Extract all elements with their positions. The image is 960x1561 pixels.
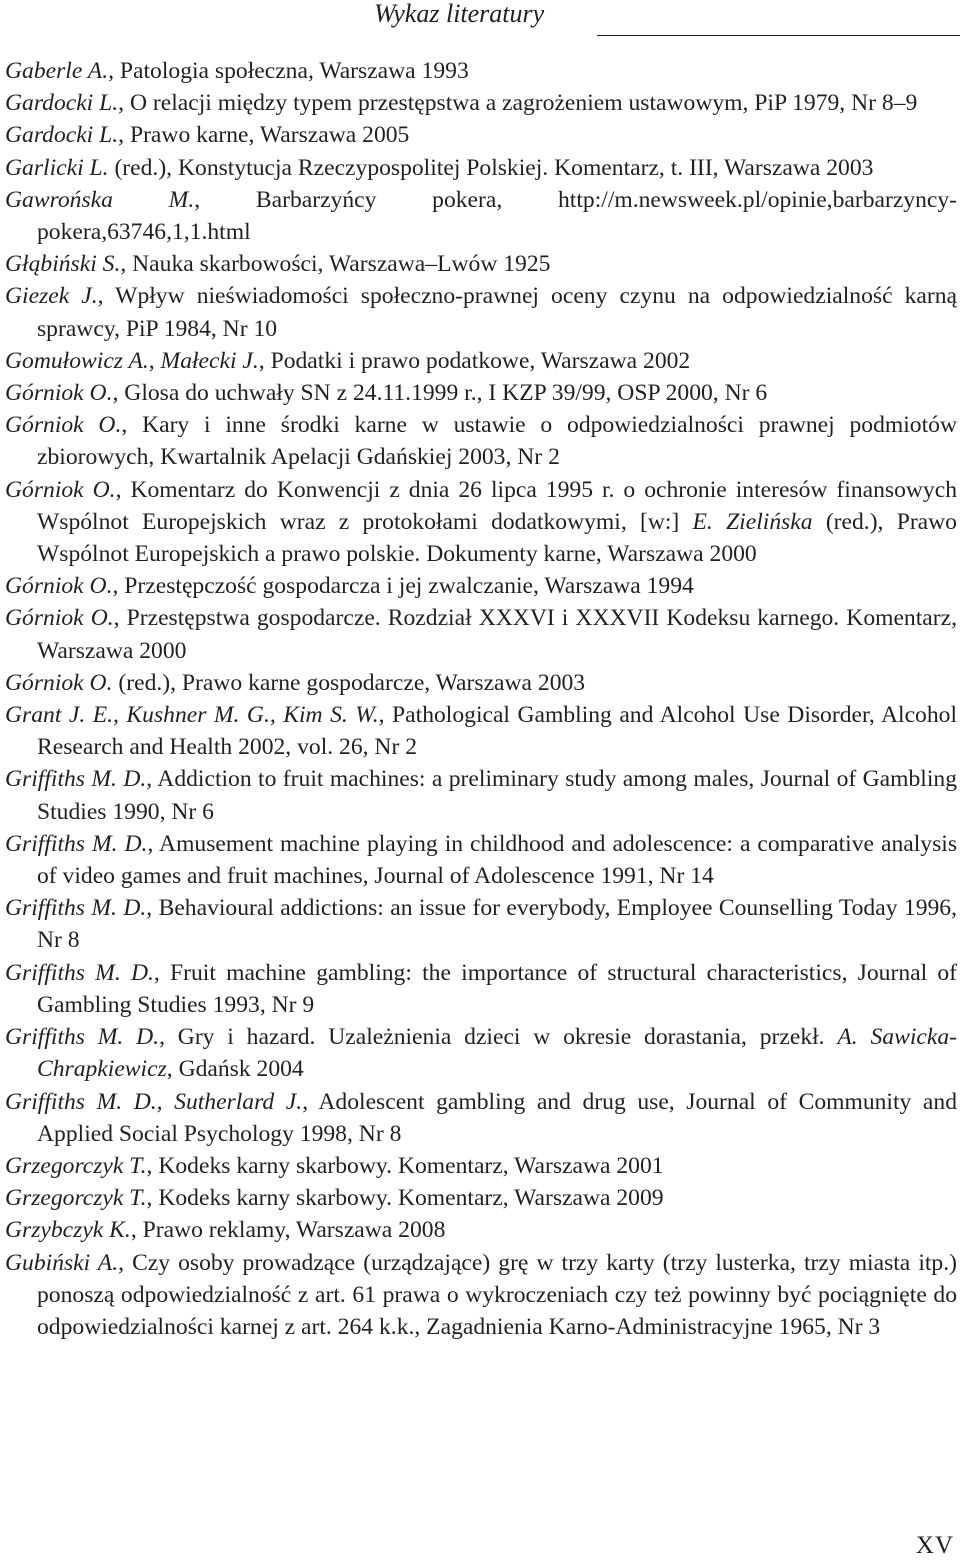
entry-text: , Prawo reklamy, Warszawa 2008 [130,1217,446,1244]
entry-author: Griffiths M. D. [5,959,154,986]
section-title: Wykaz literatury [374,0,545,28]
entry-author: Garlicki L. [5,154,109,181]
running-header [0,0,960,40]
entry-text: , Amusement machine playing in childhood and adolescence: a comparative analysis of video games and fruit machines, Journal of Adolescence 1991, Nr 14 [37,830,958,890]
entry-author: Gubiński A. [5,1249,119,1276]
entry-author: Grzegorczyk T. [5,1185,147,1212]
bibliography-entry [5,377,957,409]
bibliography-entry [5,152,957,184]
bibliography-entry [5,184,957,248]
entry-author: Górniok O. [5,573,113,600]
entry-author: Gaberle A. [5,58,109,84]
bibliography-entry [5,570,957,602]
entry-author: Griffiths M. D. [5,766,147,793]
entry-author: Griffiths M. D. [5,895,147,922]
bibliography-entry [5,119,957,151]
entry-author: Gomułowicz A., Małecki J. [5,347,259,374]
bibliography-entry [5,1150,957,1182]
page-number: XV [915,1532,954,1559]
bibliography-entry [5,602,957,666]
entry-text: (red.), Konstytucja Rzeczypospolitej Polskiej. Komentarz, t. III, Warszawa 2003 [108,154,874,181]
entry-author: Griffiths M. D. [5,830,148,857]
bibliography-entry [5,1182,957,1214]
entry-author: Grant J. E., Kushner M. G., Kim S. W. [5,702,379,729]
entry-author: Górniok O. [5,476,116,503]
bibliography-entry [5,828,957,892]
entry-text: , O relacji między typem przestępstwa a zagrożeniem ustawowym, PiP 1979, Nr 8–9 [118,90,918,117]
entry-text: , Komentarz do Konwencji z dnia 26 lipca 1995 r. o ochronie interesów finansowych Wspólnot Europejskich wraz z protokołami dodatkowymi, [w:] [37,476,957,535]
bibliography-entry [5,667,957,699]
entry-author: Gardocki L. [5,122,119,149]
bibliography-entry [5,1021,957,1085]
entry-text: , Kary i inne środki karne w ustawie o odpowiedzialności prawnej podmiotów zbiorowych, Kwartalnik Apelacji Gdańskiej 2003, Nr 2 [37,412,957,471]
entry-author: Gardocki L. [5,90,119,117]
entry-text: , Kodeks karny skarbowy. Komentarz, Warszawa 2001 [146,1152,664,1179]
bibliography-entry [5,1214,957,1246]
entry-author: Górniok O. [5,412,122,439]
entry-text: , Podatki i prawo podatkowe, Warszawa 2002 [258,347,691,374]
entry-author: Grzegorczyk T. [5,1152,147,1179]
entry-text: , Fruit machine gambling: the importance of structural characteristics, Journal of Gambling Studies 1993, Nr 9 [37,959,958,1018]
entry-text: , Adolescent gambling and drug use, Journal of Community and Applied Social Psychology 1998, Nr 8 [37,1088,957,1147]
bibliography-entry [5,409,957,473]
bibliography-entry [5,248,957,280]
entry-author: Griffiths M. D., Sutherlard J. [5,1088,303,1115]
entry-text: , Patologia społeczna, Warszawa 1993 [108,58,469,84]
entry-text: (red.), Prawo karne gospodarcze, Warszawa 2003 [112,669,586,696]
entry-author: Grzybczyk K. [5,1217,131,1244]
bibliography-entry [5,87,957,119]
entry-text: , Nauka skarbowości, Warszawa–Lwów 1925 [120,251,551,278]
header-rule [597,35,960,36]
bibliography-entry [5,474,957,571]
entry-text-continued: , Gdańsk 2004 [166,1056,304,1083]
entry-text: , Przestępstwa gospodarcze. Rozdział XXXVI i XXXVII Kodeksu karnego. Komentarz, Warszawa 2000 [37,605,957,664]
entry-text: , Prawo karne, Warszawa 2005 [118,122,410,149]
entry-author: Głąbiński S. [5,251,121,278]
bibliography-entry [5,345,957,377]
entry-author: Górniok O. [5,669,113,696]
entry-text: , Przestępczość gospodarcza i jej zwalczanie, Warszawa 1994 [112,573,694,600]
entry-text: , Gry i hazard. Uzależnienia dzieci w okresie dorastania, przekł. [159,1024,838,1051]
entry-text: , Kodeks karny skarbowy. Komentarz, Warszawa 2009 [146,1185,664,1212]
entry-text: , Wpływ nieświadomości społeczno-prawnej oceny czynu na odpowiedzialność karną sprawcy, PiP 1984, Nr 10 [37,283,957,342]
bibliography-entry [5,699,957,763]
entry-author: Górniok O. [5,380,113,407]
entry-text: , Behavioural addictions: an issue for everybody, Employee Counselling Today 1996, Nr 8 [37,895,957,954]
entry-translator: A. Sawicka-Chrapkiewicz [37,1024,957,1083]
entry-text: , Glosa do uchwały SN z 24.11.1999 r., I KZP 39/99, OSP 2000, Nr 6 [112,380,768,407]
entry-text: , Pathological Gambling and Alcohol Use Disorder, Alcohol Research and Health 2002, vol. 26, Nr 2 [37,702,957,761]
entry-editor: E. Zielińska [692,508,813,535]
bibliography-entry [5,280,957,344]
entry-author: Griffiths M. D. [5,1024,160,1051]
entry-author: Giezek J. [5,283,98,310]
bibliography-entry [5,763,957,827]
bibliography-list [5,55,957,1343]
entry-text-continued: (red.), Prawo Wspólnot Europejskich a prawo polskie. Dokumenty karne, Warszawa 2000 [37,508,957,568]
entry-text: , Czy osoby prowadzące (urządzające) grę w trzy karty (trzy lusterka, trzy miasta itp.) ponoszą odpowiedzialność z art. 61 prawa o wykroczeniach czy też powinny być pociągnięte do odpowiedzialności karnej z art. 264 k.k., Zagadnienia Karno-Administracyjne 1965, Nr 3 [37,1249,957,1340]
bibliography-entry [5,55,957,87]
entry-text: , Barbarzyńcy pokera, http://m.newsweek.pl/opinie,barbarzyncy-pokera,63746,1,1.html [37,186,958,246]
entry-author: Górniok O. [5,605,114,632]
bibliography-entry [5,1086,957,1150]
bibliography-entry [5,892,957,956]
bibliography-entry [5,1247,957,1344]
entry-author: Gawrońska M. [5,186,195,213]
entry-text: , Addiction to fruit machines: a preliminary study among males, Journal of Gambling Studies 1990, Nr 6 [37,766,958,825]
bibliography-entry [5,957,957,1021]
